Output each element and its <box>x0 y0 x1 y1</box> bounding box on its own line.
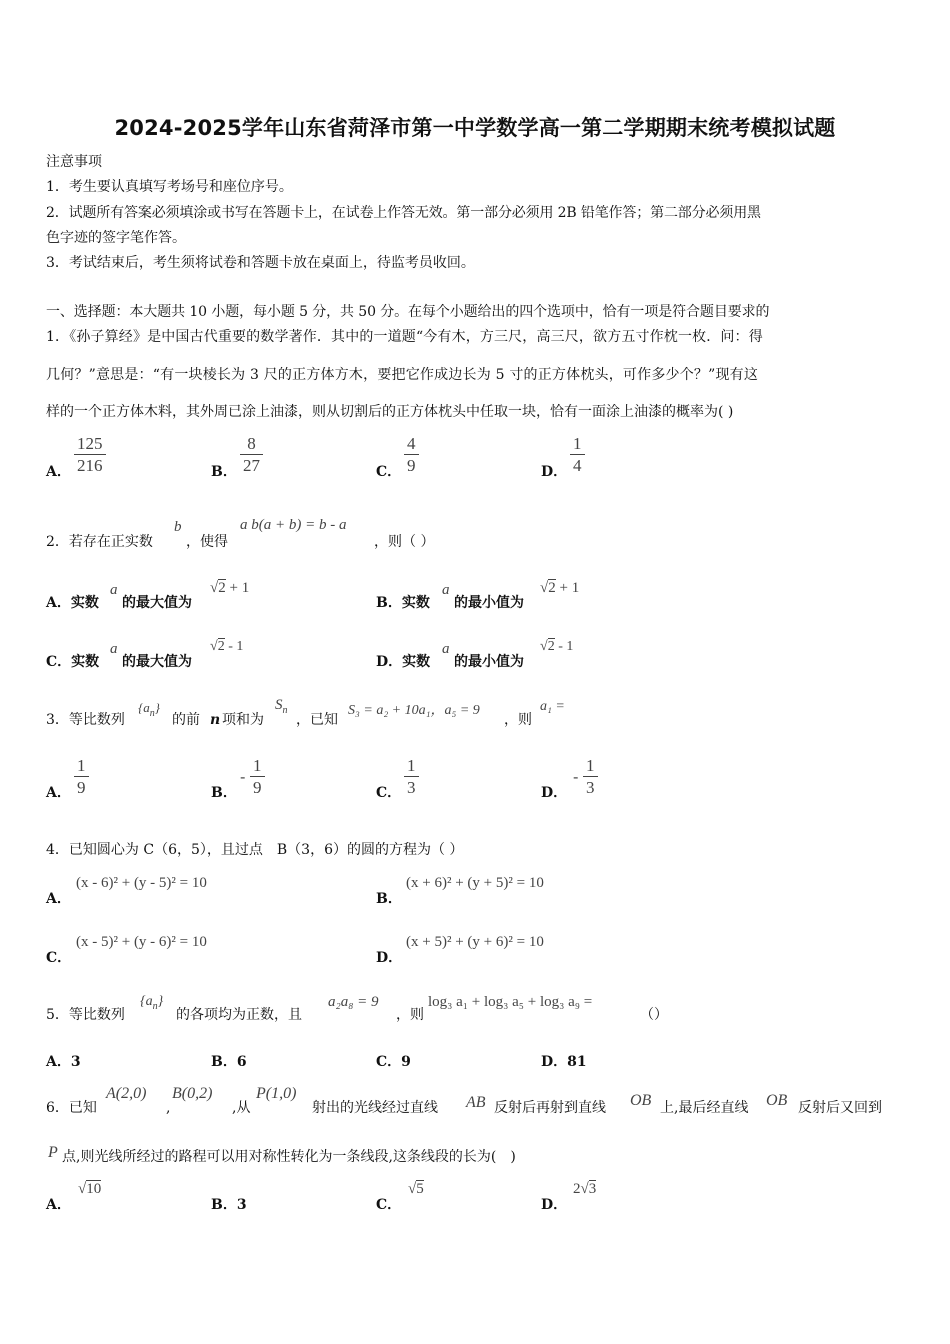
q5-seq-sub: n <box>152 1001 158 1012</box>
q2-equation: a b(a + b) = b - a <box>240 517 347 533</box>
q2-b-tail: + 1 <box>559 580 580 596</box>
q1-c-denominator: 9 <box>404 454 419 477</box>
q3-seq-end: } <box>154 700 160 715</box>
q2-option-b-var: a <box>442 582 450 598</box>
q3-stem-part5: ，则 <box>504 712 532 728</box>
q6-option-c-label: C． <box>376 1197 402 1213</box>
q3-condition: S₃ = a₂ + 10a₁，a₅ = 9 <box>348 703 480 718</box>
q3-c-numerator: 1 <box>407 756 416 775</box>
q3-seq-a: {a <box>138 700 150 715</box>
q2-option-c-label: C．实数 <box>46 654 100 670</box>
q2-option-c-value <box>210 639 243 655</box>
q2-option-d-value <box>540 639 573 655</box>
q3-option-d-fraction <box>583 756 598 799</box>
q3-option-a-label: A． <box>46 785 71 801</box>
sqrt-icon: √ <box>210 580 219 596</box>
q2-option-a-label: A．实数 <box>46 595 99 611</box>
q6-stem-part6: 反射后又回到 <box>798 1100 882 1116</box>
q1-stem-line2: 几何？”意思是：“有一块棱长为 3 尺的正方体方木，要把它作成边长为 5 寸的正方体枕头，可作多少个？”现有这 <box>46 367 759 383</box>
q1-b-denominator: 27 <box>240 454 263 477</box>
q6-stem-part4: 反射后再射到直线 <box>494 1100 606 1116</box>
q6-option-d-value <box>573 1181 596 1198</box>
notes-heading: 注意事项 <box>46 154 102 170</box>
q2-option-a-var: a <box>110 582 118 598</box>
q5-stem-part4: （） <box>640 1007 668 1023</box>
q3-stem-part2: 的前 <box>172 712 200 728</box>
q1-option-c-fraction <box>404 434 419 477</box>
q5-option-d: D．81 <box>541 1054 587 1070</box>
q6-d-radicand: 3 <box>588 1181 597 1197</box>
q3-stem-part3: 项和为 <box>222 712 264 728</box>
q6-option-b: B．3 <box>211 1197 247 1213</box>
sqrt-icon: √ <box>78 1181 87 1197</box>
q5-stem-part3: ，则 <box>396 1007 424 1023</box>
q5-seq-end: } <box>157 994 164 1009</box>
q3-c-denominator: 3 <box>404 776 419 799</box>
q3-b-numerator: 1 <box>253 756 262 775</box>
q6-stem-part3: 射出的光线经过直线 <box>312 1100 438 1116</box>
q1-d-numerator: 1 <box>573 434 582 453</box>
q5-option-c: C．9 <box>376 1054 411 1070</box>
q2-d-tail: - 1 <box>558 639 574 654</box>
q3-option-d-sign: - <box>573 767 579 786</box>
q1-option-a-label: A． <box>46 464 71 480</box>
q6-option-a-label: A． <box>46 1197 71 1213</box>
q3-b-denominator: 9 <box>250 776 265 799</box>
sqrt-icon: √ <box>540 580 549 596</box>
q3-d-denominator: 3 <box>583 776 598 799</box>
q2-b-radicand: 2 <box>548 580 556 596</box>
q1-option-d-label: D． <box>541 464 568 480</box>
page-title: 2024-2025学年山东省菏泽市第一中学数学高一第二学期期末统考模拟试题 <box>114 116 836 140</box>
q6-a-radicand: 10 <box>86 1181 102 1197</box>
q2-option-d-label: D．实数 <box>376 654 431 670</box>
q3-s-sub: n <box>282 705 288 716</box>
q1-option-d-fraction <box>570 434 585 477</box>
q6-line-ab: AB <box>466 1094 486 1111</box>
q2-option-b-label: B．实数 <box>376 595 430 611</box>
q5-stem-part2: 的各项均为正数，且 <box>176 1007 302 1023</box>
q3-a-denominator: 9 <box>74 776 89 799</box>
q1-option-b-label: B． <box>211 464 237 480</box>
q4-option-a-label: A． <box>46 891 71 907</box>
q6-point-p-2: P <box>48 1144 58 1161</box>
q2-option-c-var: a <box>110 641 118 657</box>
q2-stem-part2: ，使得 <box>186 534 228 550</box>
q3-option-b-sign: - <box>240 767 246 786</box>
q3-sum-symbol <box>275 697 288 716</box>
q3-stem-part1: 3．等比数列 <box>46 712 125 728</box>
q5-option-a: A．3 <box>46 1054 81 1070</box>
q1-stem-line3: 样的一个正方体木料，其外周已涂上油漆，则从切割后的正方体枕头中任取一块，恰有一面涂上油漆的概率为( ) <box>46 404 734 420</box>
q2-c-radicand: 2 <box>217 639 225 654</box>
q4-option-d-label: D． <box>376 950 403 966</box>
q1-option-c-label: C． <box>376 464 402 480</box>
q1-option-b-fraction <box>240 434 263 477</box>
q1-b-numerator: 8 <box>247 434 256 453</box>
q3-option-c-fraction <box>404 756 419 799</box>
q1-stem-line1: 1．《孙子算经》是中国古代重要的数学著作．其中的一道题“今有木，方三尺，高三尺，欲方五寸作枕一枚．问：得 <box>46 329 763 345</box>
q2-option-d-var: a <box>442 641 450 657</box>
q3-option-d-label: D． <box>541 785 568 801</box>
q4-option-c-label: C． <box>46 950 72 966</box>
q2-option-a-text: 的最大值为 <box>122 595 192 611</box>
q3-a-numerator: 1 <box>77 756 86 775</box>
q6-option-c-value <box>408 1181 424 1198</box>
q2-d-radicand: 2 <box>547 639 555 654</box>
sqrt-icon: √ <box>580 1181 589 1197</box>
sqrt-icon: √ <box>408 1181 417 1197</box>
q5-expression: log₃ a₁ + log₃ a₅ + log₃ a₉ = <box>428 994 593 1010</box>
q2-option-b-value <box>540 580 579 597</box>
q6-stem-part7: 点,则光线所经过的路程可以用对称性转化为一条线段,这条线段的长为( ) <box>62 1149 516 1165</box>
q5-condition: a₂a₈ = 9 <box>328 994 379 1010</box>
q4-option-b-label: B． <box>376 891 402 907</box>
q5-sequence <box>140 994 163 1012</box>
note-3: 3．考试结束后，考生须将试卷和答题卡放在桌面上，待监考员收回。 <box>46 255 475 271</box>
q2-var-b: b <box>174 519 182 535</box>
q6-c-radicand: 5 <box>416 1181 424 1197</box>
q3-d-numerator: 1 <box>586 756 595 775</box>
q3-option-a-fraction <box>74 756 89 799</box>
q3-sequence <box>138 700 160 719</box>
q6-stem-part2: ,从 <box>232 1100 251 1116</box>
q3-option-c-label: C． <box>376 785 402 801</box>
note-2-cont: 色字迹的签字笔作答。 <box>46 230 186 246</box>
q3-option-b-label: B． <box>211 785 237 801</box>
q5-option-b: B．6 <box>211 1054 247 1070</box>
note-2: 2．试题所有答案必须填涂或书写在答题卡上，在试卷上作答无效。第一部分必须用 2B 铅笔作答；第二部分必须用黑 <box>46 205 761 221</box>
q6-point-a: A(2,0) <box>106 1085 147 1102</box>
q6-stem-part5: 上,最后经直线 <box>660 1100 749 1116</box>
q6-option-a-value <box>78 1181 101 1198</box>
q2-stem-part1: 2．若存在正实数 <box>46 534 153 550</box>
q3-n: n <box>210 712 221 728</box>
q2-stem-part3: ，则（ ） <box>374 534 435 550</box>
q3-seq-sub: n <box>149 708 155 719</box>
q3-stem-part4: ，已知 <box>296 712 338 728</box>
q2-option-a-value <box>210 580 249 597</box>
q3-s: S <box>275 697 283 713</box>
note-1: 1．考生要认真填写考场号和座位序号。 <box>46 179 293 195</box>
q1-a-numerator: 125 <box>77 434 103 453</box>
q6-point-p: P(1,0) <box>256 1085 297 1102</box>
q2-option-b-text: 的最小值为 <box>454 595 524 611</box>
q4-stem: 4．已知圆心为 C（6，5），且过点 B（3，6）的圆的方程为（ ） <box>46 842 464 858</box>
q2-a-radicand: 2 <box>218 580 226 596</box>
q6-option-d-label: D． <box>541 1197 568 1213</box>
q6-stem-part1: 6．已知 <box>46 1100 97 1116</box>
q6-comma: , <box>166 1100 171 1116</box>
q6-d-coef: 2 <box>573 1181 581 1197</box>
q1-c-numerator: 4 <box>407 434 416 453</box>
q2-c-tail: - 1 <box>228 639 244 654</box>
sqrt-icon: √ <box>540 639 548 654</box>
q1-d-denominator: 4 <box>570 454 585 477</box>
q1-option-a-fraction <box>74 434 106 477</box>
q6-line-ob-2: OB <box>766 1092 788 1109</box>
q2-a-tail: + 1 <box>229 580 250 596</box>
q6-point-b: B(0,2) <box>172 1085 213 1102</box>
q4-option-c-equation: (x - 5)² + (y - 6)² = 10 <box>76 934 207 950</box>
q3-option-b-fraction <box>250 756 265 799</box>
q2-option-c-text: 的最大值为 <box>122 654 192 670</box>
q6-line-ob-1: OB <box>630 1092 652 1109</box>
q4-option-a-equation: (x - 6)² + (y - 5)² = 10 <box>76 875 207 891</box>
q5-stem-part1: 5．等比数列 <box>46 1007 125 1023</box>
q5-seq-a: {a <box>140 994 153 1009</box>
sqrt-icon: √ <box>210 639 218 654</box>
q3-ask: a₁ = <box>540 699 565 714</box>
q4-option-b-equation: (x + 6)² + (y + 5)² = 10 <box>406 875 544 891</box>
q1-a-denominator: 216 <box>74 454 106 477</box>
q4-option-d-equation: (x + 5)² + (y + 6)² = 10 <box>406 934 544 950</box>
section-heading: 一、选择题：本大题共 10 小题，每小题 5 分，共 50 分。在每个小题给出的四个选项中，恰有一项是符合题目要求的 <box>46 304 770 320</box>
q2-option-d-text: 的最小值为 <box>454 654 524 670</box>
